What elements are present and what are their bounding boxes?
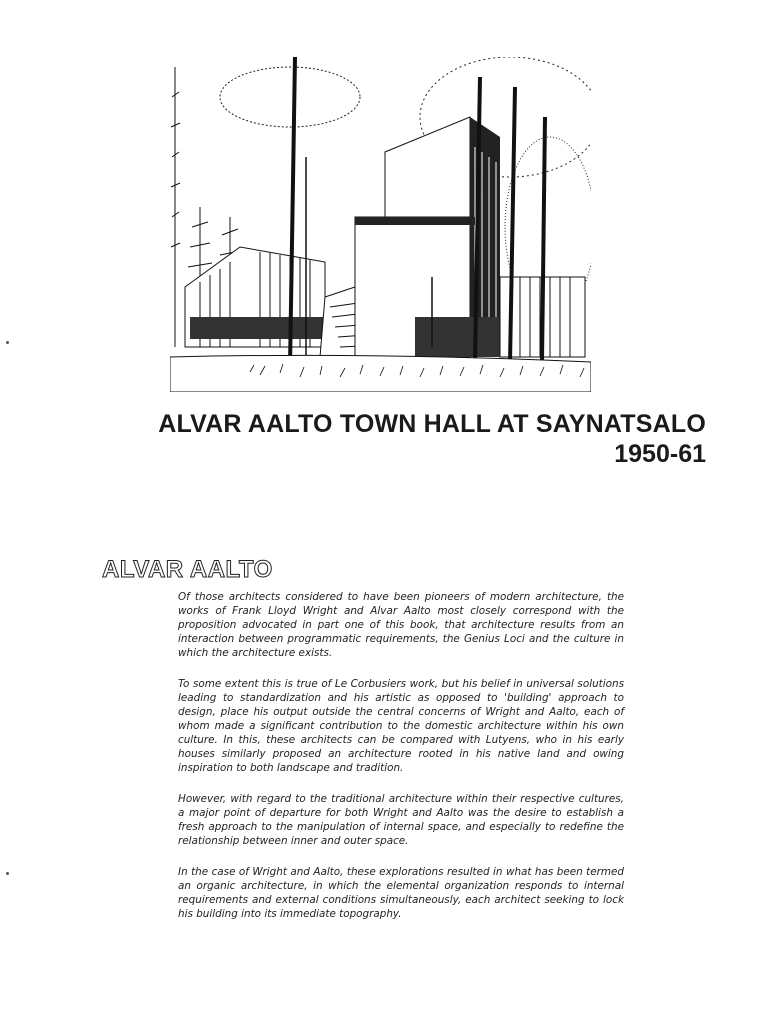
paragraph: Of those architects considered to have been pioneers of modern architecture, the works of Frank Lloyd Wright and Alvar Aalto most closely correspond with the proposition advocated in part one of this book, that architecture results from an interaction between programmatic requirements, the Genius Loci and the culture in which the architecture exists. [178,591,624,659]
margin-mark [6,872,9,875]
paragraph: In the case of Wright and Aalto, these explorations resulted in what has been termed an organic architecture, in which the elemental organization responds to internal requirements and external conditions simultaneously, each architect seeking to lock his building into its immediate topography. [178,866,624,920]
section-heading: ALVAR AALTO [102,556,273,583]
body-text [178,590,624,938]
paragraph: However, with regard to the traditional architecture within their respective cultures, a major point of departure for both Wright and Aalto was the desire to establish a fresh approach to the manipulation of internal space, and especially to redefine the relationship between inner and outer space. [178,793,624,847]
town-hall-illustration [170,57,591,392]
margin-mark [6,341,9,344]
paragraph: To some extent this is true of Le Corbusiers work, but his belief in universal solutions leading to standardization and his artistic as opposed to 'building' approach to design, place his output outside the central concerns of Wright and Aalto, each of whom made a significant contribution to the domestic architecture within his own culture. In this, these architects can be compared with Lutyens, who in his early houses similarly proposed an architecture rooted in his native land and owing inspiration to both landscape and tradition. [178,678,624,774]
date-range: 1950-61 [614,440,706,468]
page-title: ALVAR AALTO TOWN HALL AT SAYNATSALO [158,410,706,438]
